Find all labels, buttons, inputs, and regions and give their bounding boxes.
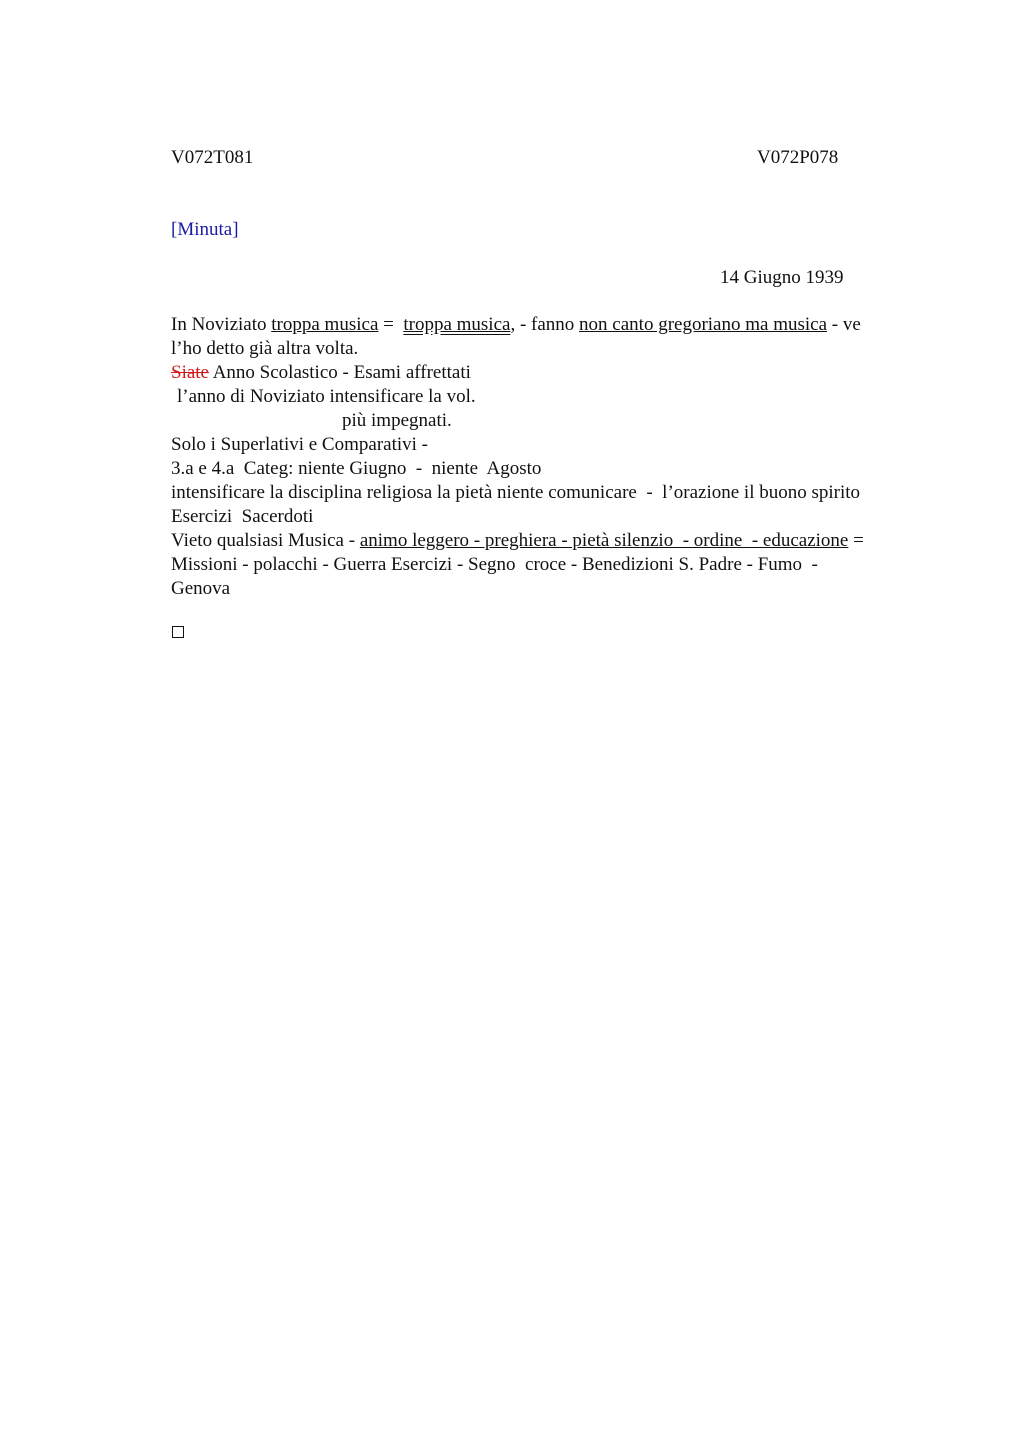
body-line-10 <box>171 529 941 553</box>
struck-word: Siate <box>171 362 209 383</box>
text-segment: Vieto qualsiasi Musica - <box>171 530 360 551</box>
square-icon <box>172 626 184 638</box>
document-code-right: V072P078 <box>757 147 839 168</box>
text-segment: - ve <box>827 314 861 335</box>
body-line-12: Genova <box>171 578 231 599</box>
double-underlined-text: troppa musica <box>403 314 511 335</box>
underlined-text: animo leggero - preghiera - pietà silenzio - ordine - educazione <box>359 530 849 551</box>
letter-body <box>171 313 941 601</box>
body-line-5: più impegnati. <box>342 410 452 431</box>
text-segment: , - fanno <box>510 314 580 335</box>
body-line-4: l’anno di Noviziato intensificare la vol. <box>177 386 476 407</box>
body-line-7: 3.a e 4.a Categ: niente Giugno - niente Agosto <box>171 458 542 479</box>
text-segment: Anno Scolastico - Esami affrettati <box>209 362 471 383</box>
text-segment: In Noviziato <box>171 314 272 335</box>
letter-date: 14 Giugno 1939 <box>720 267 844 288</box>
underlined-text: non canto gregoriano ma musica <box>579 314 828 335</box>
document-code-left: V072T081 <box>171 147 254 168</box>
body-line-1 <box>171 313 941 337</box>
body-line-2: l’ho detto già altra volta. <box>171 338 359 359</box>
body-line-9: Esercizi Sacerdoti <box>171 506 314 527</box>
text-segment: = <box>848 530 864 551</box>
text-segment: = <box>378 314 404 335</box>
minuta-label: [Minuta] <box>171 219 239 240</box>
body-line-11: Missioni - polacchi - Guerra Esercizi - Segno croce - Benedizioni S. Padre - Fumo - <box>171 554 818 575</box>
body-line-8: intensificare la disciplina religiosa la pietà niente comunicare - l’orazione il buono spirito <box>171 482 861 503</box>
body-line-6: Solo i Superlativi e Comparativi - <box>171 434 428 455</box>
underlined-text: troppa musica <box>271 314 379 335</box>
body-line-3 <box>171 361 941 385</box>
